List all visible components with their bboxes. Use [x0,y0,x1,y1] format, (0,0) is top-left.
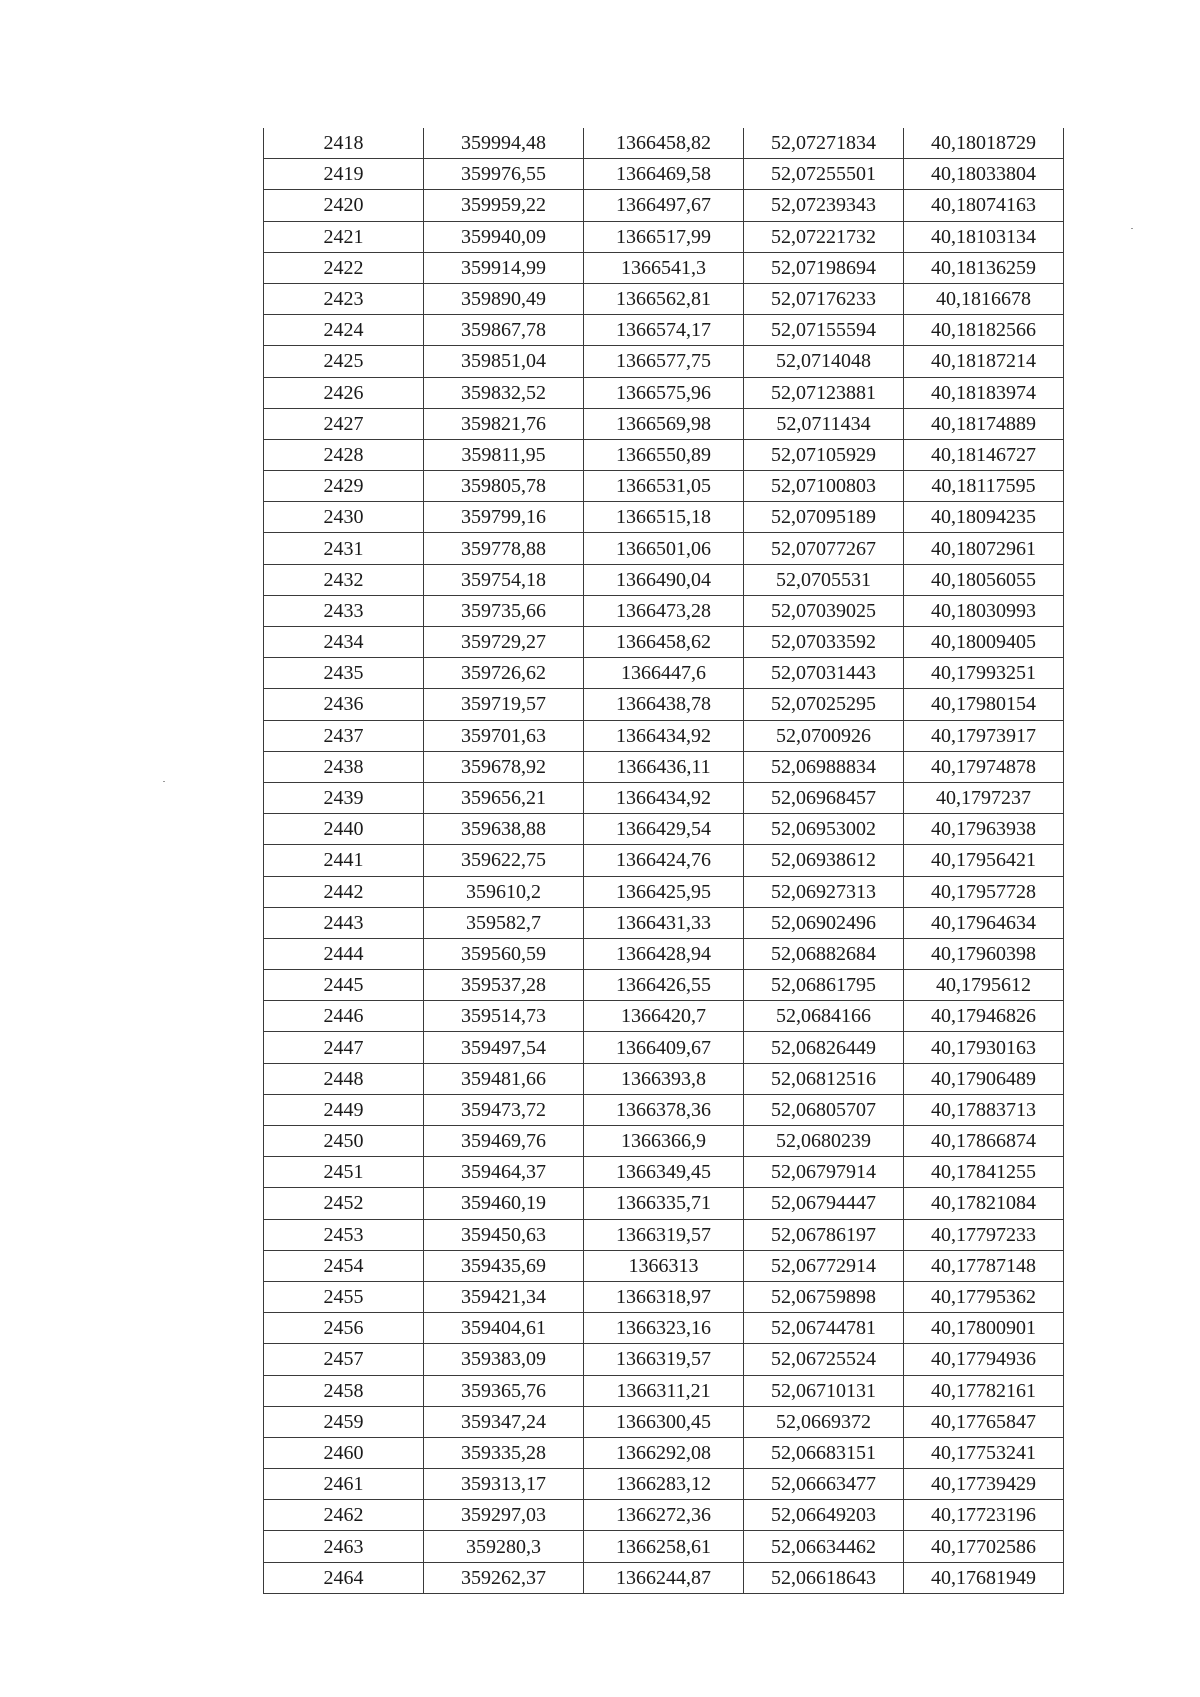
table-row [264,782,1064,813]
point-number-cell: 2421 [264,221,424,252]
x-coordinate-cell: 359811,95 [424,439,584,470]
y-coordinate-cell: 1366562,81 [584,283,744,314]
latitude-cell: 52,07025295 [744,689,904,720]
y-coordinate-cell: 1366420,7 [584,1001,744,1032]
table-row [264,346,1064,377]
latitude-cell: 52,06968457 [744,782,904,813]
y-coordinate-cell: 1366438,78 [584,689,744,720]
table-row [264,533,1064,564]
longitude-cell: 40,18117595 [904,471,1064,502]
point-number-cell: 2448 [264,1063,424,1094]
point-number-cell: 2418 [264,128,424,159]
table-row [264,1281,1064,1312]
latitude-cell: 52,0669372 [744,1406,904,1437]
latitude-cell: 52,07271834 [744,128,904,159]
point-number-cell: 2427 [264,408,424,439]
latitude-cell: 52,06794447 [744,1188,904,1219]
latitude-cell: 52,07198694 [744,252,904,283]
table-row [264,1126,1064,1157]
table-row [264,751,1064,782]
point-number-cell: 2458 [264,1375,424,1406]
point-number-cell: 2459 [264,1406,424,1437]
y-coordinate-cell: 1366436,11 [584,751,744,782]
y-coordinate-cell: 1366517,99 [584,221,744,252]
x-coordinate-cell: 359940,09 [424,221,584,252]
latitude-cell: 52,06797914 [744,1157,904,1188]
latitude-cell: 52,06826449 [744,1032,904,1063]
longitude-cell: 40,17681949 [904,1562,1064,1593]
x-coordinate-cell: 359821,76 [424,408,584,439]
latitude-cell: 52,06927313 [744,876,904,907]
y-coordinate-cell: 1366458,82 [584,128,744,159]
x-coordinate-cell: 359959,22 [424,190,584,221]
longitude-cell: 40,1816678 [904,283,1064,314]
x-coordinate-cell: 359460,19 [424,1188,584,1219]
x-coordinate-cell: 359799,16 [424,502,584,533]
longitude-cell: 40,18183974 [904,377,1064,408]
latitude-cell: 52,07176233 [744,283,904,314]
point-number-cell: 2425 [264,346,424,377]
y-coordinate-cell: 1366490,04 [584,564,744,595]
longitude-cell: 40,17883713 [904,1094,1064,1125]
table-row [264,1500,1064,1531]
point-number-cell: 2446 [264,1001,424,1032]
coordinate-table [263,128,1064,1594]
x-coordinate-cell: 359481,66 [424,1063,584,1094]
y-coordinate-cell: 1366469,58 [584,159,744,190]
point-number-cell: 2460 [264,1437,424,1468]
x-coordinate-cell: 359582,7 [424,907,584,938]
scan-speck [163,781,165,782]
x-coordinate-cell: 359610,2 [424,876,584,907]
y-coordinate-cell: 1366541,3 [584,252,744,283]
x-coordinate-cell: 359560,59 [424,938,584,969]
latitude-cell: 52,0684166 [744,1001,904,1032]
latitude-cell: 52,07100803 [744,471,904,502]
point-number-cell: 2437 [264,720,424,751]
point-number-cell: 2447 [264,1032,424,1063]
y-coordinate-cell: 1366429,54 [584,814,744,845]
x-coordinate-cell: 359297,03 [424,1500,584,1531]
y-coordinate-cell: 1366244,87 [584,1562,744,1593]
x-coordinate-cell: 359404,61 [424,1313,584,1344]
latitude-cell: 52,06725524 [744,1344,904,1375]
table-row [264,1375,1064,1406]
longitude-cell: 40,18074163 [904,190,1064,221]
point-number-cell: 2451 [264,1157,424,1188]
longitude-cell: 40,17739429 [904,1469,1064,1500]
point-number-cell: 2463 [264,1531,424,1562]
longitude-cell: 40,18018729 [904,128,1064,159]
longitude-cell: 40,18146727 [904,439,1064,470]
y-coordinate-cell: 1366428,94 [584,938,744,969]
latitude-cell: 52,06953002 [744,814,904,845]
latitude-cell: 52,06663477 [744,1469,904,1500]
latitude-cell: 52,07039025 [744,595,904,626]
latitude-cell: 52,07221732 [744,221,904,252]
latitude-cell: 52,0711434 [744,408,904,439]
table-row [264,1437,1064,1468]
table-row [264,1157,1064,1188]
point-number-cell: 2424 [264,315,424,346]
longitude-cell: 40,17946826 [904,1001,1064,1032]
x-coordinate-cell: 359976,55 [424,159,584,190]
latitude-cell: 52,07155594 [744,315,904,346]
latitude-cell: 52,06882684 [744,938,904,969]
latitude-cell: 52,07239343 [744,190,904,221]
longitude-cell: 40,17765847 [904,1406,1064,1437]
latitude-cell: 52,06772914 [744,1250,904,1281]
y-coordinate-cell: 1366319,57 [584,1219,744,1250]
y-coordinate-cell: 1366550,89 [584,439,744,470]
longitude-cell: 40,17841255 [904,1157,1064,1188]
y-coordinate-cell: 1366447,6 [584,658,744,689]
y-coordinate-cell: 1366426,55 [584,970,744,1001]
longitude-cell: 40,18033804 [904,159,1064,190]
table-row [264,1188,1064,1219]
longitude-cell: 40,17980154 [904,689,1064,720]
latitude-cell: 52,07031443 [744,658,904,689]
point-number-cell: 2435 [264,658,424,689]
longitude-cell: 40,17956421 [904,845,1064,876]
point-number-cell: 2438 [264,751,424,782]
y-coordinate-cell: 1366319,57 [584,1344,744,1375]
y-coordinate-cell: 1366424,76 [584,845,744,876]
table-row [264,502,1064,533]
x-coordinate-cell: 359805,78 [424,471,584,502]
x-coordinate-cell: 359778,88 [424,533,584,564]
point-number-cell: 2461 [264,1469,424,1500]
x-coordinate-cell: 359851,04 [424,346,584,377]
x-coordinate-cell: 359656,21 [424,782,584,813]
latitude-cell: 52,07123881 [744,377,904,408]
table-row [264,377,1064,408]
table-row [264,1344,1064,1375]
table-row [264,1001,1064,1032]
y-coordinate-cell: 1366431,33 [584,907,744,938]
latitude-cell: 52,07077267 [744,533,904,564]
scan-speck [1131,228,1133,229]
point-number-cell: 2436 [264,689,424,720]
y-coordinate-cell: 1366497,67 [584,190,744,221]
x-coordinate-cell: 359435,69 [424,1250,584,1281]
longitude-cell: 40,17930163 [904,1032,1064,1063]
latitude-cell: 52,06634462 [744,1531,904,1562]
longitude-cell: 40,18174889 [904,408,1064,439]
y-coordinate-cell: 1366323,16 [584,1313,744,1344]
longitude-cell: 40,17974878 [904,751,1064,782]
point-number-cell: 2432 [264,564,424,595]
y-coordinate-cell: 1366434,92 [584,720,744,751]
x-coordinate-cell: 359832,52 [424,377,584,408]
y-coordinate-cell: 1366531,05 [584,471,744,502]
longitude-cell: 40,18103134 [904,221,1064,252]
longitude-cell: 40,17723196 [904,1500,1064,1531]
x-coordinate-cell: 359473,72 [424,1094,584,1125]
longitude-cell: 40,17973917 [904,720,1064,751]
table-row [264,564,1064,595]
point-number-cell: 2441 [264,845,424,876]
table-row [264,221,1064,252]
longitude-cell: 40,17782161 [904,1375,1064,1406]
y-coordinate-cell: 1366300,45 [584,1406,744,1437]
latitude-cell: 52,06744781 [744,1313,904,1344]
y-coordinate-cell: 1366272,36 [584,1500,744,1531]
point-number-cell: 2423 [264,283,424,314]
longitude-cell: 40,17957728 [904,876,1064,907]
x-coordinate-cell: 359890,49 [424,283,584,314]
y-coordinate-cell: 1366292,08 [584,1437,744,1468]
y-coordinate-cell: 1366313 [584,1250,744,1281]
y-coordinate-cell: 1366577,75 [584,346,744,377]
table-row [264,814,1064,845]
table-row [264,1063,1064,1094]
y-coordinate-cell: 1366311,21 [584,1375,744,1406]
latitude-cell: 52,06649203 [744,1500,904,1531]
table-row [264,720,1064,751]
longitude-cell: 40,1797237 [904,782,1064,813]
longitude-cell: 40,18072961 [904,533,1064,564]
table-row [264,658,1064,689]
longitude-cell: 40,17993251 [904,658,1064,689]
point-number-cell: 2454 [264,1250,424,1281]
latitude-cell: 52,06938612 [744,845,904,876]
x-coordinate-cell: 359313,17 [424,1469,584,1500]
point-number-cell: 2433 [264,595,424,626]
point-number-cell: 2422 [264,252,424,283]
point-number-cell: 2445 [264,970,424,1001]
longitude-cell: 40,17906489 [904,1063,1064,1094]
table-row [264,252,1064,283]
y-coordinate-cell: 1366378,36 [584,1094,744,1125]
table-row [264,689,1064,720]
longitude-cell: 40,18009405 [904,627,1064,658]
longitude-cell: 40,17797233 [904,1219,1064,1250]
table-row [264,845,1064,876]
x-coordinate-cell: 359537,28 [424,970,584,1001]
x-coordinate-cell: 359497,54 [424,1032,584,1063]
x-coordinate-cell: 359726,62 [424,658,584,689]
point-number-cell: 2452 [264,1188,424,1219]
latitude-cell: 52,06786197 [744,1219,904,1250]
point-number-cell: 2439 [264,782,424,813]
point-number-cell: 2444 [264,938,424,969]
latitude-cell: 52,06805707 [744,1094,904,1125]
table-row [264,1250,1064,1281]
x-coordinate-cell: 359464,37 [424,1157,584,1188]
y-coordinate-cell: 1366318,97 [584,1281,744,1312]
latitude-cell: 52,06683151 [744,1437,904,1468]
table-row [264,315,1064,346]
x-coordinate-cell: 359383,09 [424,1344,584,1375]
table-row [264,283,1064,314]
x-coordinate-cell: 359365,76 [424,1375,584,1406]
point-number-cell: 2457 [264,1344,424,1375]
longitude-cell: 40,18187214 [904,346,1064,377]
table-row [264,907,1064,938]
point-number-cell: 2449 [264,1094,424,1125]
longitude-cell: 40,17794936 [904,1344,1064,1375]
point-number-cell: 2419 [264,159,424,190]
table-row [264,627,1064,658]
point-number-cell: 2440 [264,814,424,845]
latitude-cell: 52,06710131 [744,1375,904,1406]
y-coordinate-cell: 1366425,95 [584,876,744,907]
table-row [264,190,1064,221]
table-row [264,1032,1064,1063]
point-number-cell: 2429 [264,471,424,502]
point-number-cell: 2420 [264,190,424,221]
y-coordinate-cell: 1366574,17 [584,315,744,346]
point-number-cell: 2453 [264,1219,424,1250]
coordinate-table-body [264,128,1064,1593]
point-number-cell: 2428 [264,439,424,470]
latitude-cell: 52,06812516 [744,1063,904,1094]
x-coordinate-cell: 359469,76 [424,1126,584,1157]
x-coordinate-cell: 359729,27 [424,627,584,658]
x-coordinate-cell: 359421,34 [424,1281,584,1312]
longitude-cell: 40,18094235 [904,502,1064,533]
latitude-cell: 52,07255501 [744,159,904,190]
latitude-cell: 52,07033592 [744,627,904,658]
longitude-cell: 40,17960398 [904,938,1064,969]
point-number-cell: 2431 [264,533,424,564]
latitude-cell: 52,0714048 [744,346,904,377]
y-coordinate-cell: 1366434,92 [584,782,744,813]
table-row [264,408,1064,439]
latitude-cell: 52,06902496 [744,907,904,938]
y-coordinate-cell: 1366458,62 [584,627,744,658]
table-row [264,1562,1064,1593]
x-coordinate-cell: 359719,57 [424,689,584,720]
x-coordinate-cell: 359754,18 [424,564,584,595]
longitude-cell: 40,17753241 [904,1437,1064,1468]
longitude-cell: 40,18056055 [904,564,1064,595]
longitude-cell: 40,17702586 [904,1531,1064,1562]
latitude-cell: 52,0700926 [744,720,904,751]
x-coordinate-cell: 359450,63 [424,1219,584,1250]
coordinate-sheet [263,128,1063,1594]
latitude-cell: 52,07105929 [744,439,904,470]
point-number-cell: 2434 [264,627,424,658]
y-coordinate-cell: 1366258,61 [584,1531,744,1562]
y-coordinate-cell: 1366575,96 [584,377,744,408]
longitude-cell: 40,17787148 [904,1250,1064,1281]
x-coordinate-cell: 359701,63 [424,720,584,751]
longitude-cell: 40,18182566 [904,315,1064,346]
latitude-cell: 52,06618643 [744,1562,904,1593]
longitude-cell: 40,17963938 [904,814,1064,845]
x-coordinate-cell: 359514,73 [424,1001,584,1032]
table-row [264,439,1064,470]
x-coordinate-cell: 359622,75 [424,845,584,876]
latitude-cell: 52,07095189 [744,502,904,533]
latitude-cell: 52,06759898 [744,1281,904,1312]
x-coordinate-cell: 359678,92 [424,751,584,782]
x-coordinate-cell: 359735,66 [424,595,584,626]
table-row [264,1531,1064,1562]
y-coordinate-cell: 1366335,71 [584,1188,744,1219]
x-coordinate-cell: 359994,48 [424,128,584,159]
y-coordinate-cell: 1366515,18 [584,502,744,533]
x-coordinate-cell: 359335,28 [424,1437,584,1468]
table-row [264,595,1064,626]
y-coordinate-cell: 1366409,67 [584,1032,744,1063]
point-number-cell: 2426 [264,377,424,408]
point-number-cell: 2430 [264,502,424,533]
longitude-cell: 40,18030993 [904,595,1064,626]
point-number-cell: 2464 [264,1562,424,1593]
longitude-cell: 40,17821084 [904,1188,1064,1219]
table-row [264,1313,1064,1344]
longitude-cell: 40,17964634 [904,907,1064,938]
y-coordinate-cell: 1366283,12 [584,1469,744,1500]
y-coordinate-cell: 1366393,8 [584,1063,744,1094]
x-coordinate-cell: 359867,78 [424,315,584,346]
longitude-cell: 40,17800901 [904,1313,1064,1344]
table-row [264,1406,1064,1437]
x-coordinate-cell: 359347,24 [424,1406,584,1437]
y-coordinate-cell: 1366366,9 [584,1126,744,1157]
table-row [264,128,1064,159]
table-row [264,1219,1064,1250]
x-coordinate-cell: 359638,88 [424,814,584,845]
y-coordinate-cell: 1366569,98 [584,408,744,439]
longitude-cell: 40,17866874 [904,1126,1064,1157]
latitude-cell: 52,06988834 [744,751,904,782]
y-coordinate-cell: 1366501,06 [584,533,744,564]
longitude-cell: 40,17795362 [904,1281,1064,1312]
point-number-cell: 2456 [264,1313,424,1344]
latitude-cell: 52,0680239 [744,1126,904,1157]
table-row [264,1094,1064,1125]
longitude-cell: 40,1795612 [904,970,1064,1001]
x-coordinate-cell: 359280,3 [424,1531,584,1562]
table-row [264,970,1064,1001]
x-coordinate-cell: 359262,37 [424,1562,584,1593]
point-number-cell: 2443 [264,907,424,938]
point-number-cell: 2442 [264,876,424,907]
point-number-cell: 2450 [264,1126,424,1157]
point-number-cell: 2462 [264,1500,424,1531]
table-row [264,471,1064,502]
latitude-cell: 52,0705531 [744,564,904,595]
table-row [264,938,1064,969]
latitude-cell: 52,06861795 [744,970,904,1001]
table-row [264,159,1064,190]
y-coordinate-cell: 1366349,45 [584,1157,744,1188]
longitude-cell: 40,18136259 [904,252,1064,283]
y-coordinate-cell: 1366473,28 [584,595,744,626]
x-coordinate-cell: 359914,99 [424,252,584,283]
point-number-cell: 2455 [264,1281,424,1312]
table-row [264,876,1064,907]
table-row [264,1469,1064,1500]
